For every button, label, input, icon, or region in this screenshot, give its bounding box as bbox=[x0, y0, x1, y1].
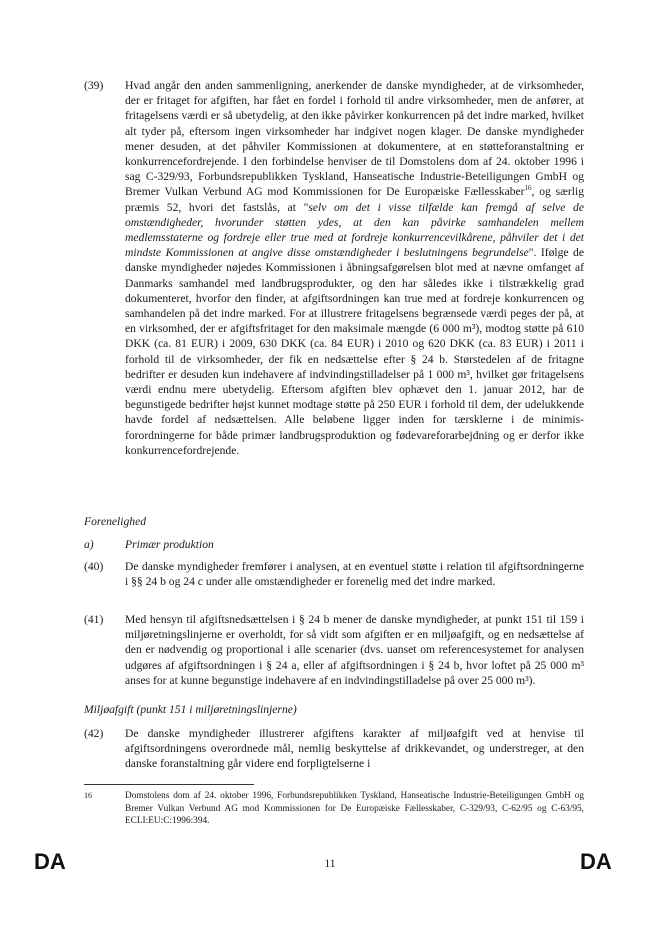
paragraph-text-part: ". Ifølge de danske myndigheder nøjedes Kommissionen i åbningsafgørelsen blot med at nævne omfanget af Danmarks samhandel med landbrugsprodukter, og den har således ikke i tilstrækkelig grad dokumenteret, hvorfor den finder, at afgiftsordningen kan true med at fordreje konkurrencen og samhandelen på det indre marked. For at illustrere fritagelsens begrænsede værdi peges der på, at en virksomhed, der er afgiftsfritaget for den maksimale mængde (6 000 m³), modtog støtte på 610 DKK (ca. 81 EUR) i 2009, 630 DKK (ca. 84 EUR) i 2010 og 620 DKK (ca. 83 EUR) i 2011 i forhold til de virksomheder, der fik en nedsættelse efter § 24 b. Størstedelen af de fritagne bedrifter er desuden kun indehavere af indvindingstilladelser på 1 000 m³, hvilket gør fritagelsens værdi endnu mere ubetydelig. Eftersom afgiften blev ophævet den 1. januar 2012, har de begunstigede bedrifter højst kunnet modtage støtte på 250 EUR i forhold til dem, der udelukkende havde fordel af nedsættelsen. Alle beløbene ligger inden for tærsklerne i de minimis-forordningerne for både primær landbrugsproduktion og fødevareforarbejdning og er derfor ikke konkurrencefordrejende. bbox=[125, 246, 584, 457]
paragraph-41 bbox=[84, 612, 584, 688]
subsection-letter: a) bbox=[84, 538, 94, 551]
paragraph-text: Med hensyn til afgiftsnedsættelsen i § 24 b mener de danske myndigheder, at punkt 151 til 159 i miljøretningslinjerne er overholdt, for så vidt som afgiften er en miljøafgift, og en nedsættelse af den er nødvendig og proportional i alle scenarier (dvs. uanset om referencesystemet for analysen udgøres af afgiftsordningen i § 24 a, eller af afgiftsordningen i § 24 b, hvor loftet på 25 000 m³ anses for at kunne begunstige indehavere af en indvindingstilladelse på over 25 000 m³). bbox=[125, 613, 584, 687]
footnote-reference[interactable]: 16 bbox=[524, 184, 532, 193]
paragraph-text-part: Hvad angår den anden sammenligning, anerkender de danske myndigheder, at de virksomheder, der er fritaget for afgiften, har fået en fordel i forhold til andre virksomheder, men de anfører, at fritagelsens værdi er så ubetydelig, at den ikke påvirker konkurrencen på det indre marked, hvilket alt tyder på, eftersom ingen virksomheder har indgivet nogen klager. De danske myndigheder mener desuden, at det påhviler Kommissionen at dokumentere, at en støtteforanstaltning er konkurrencefordrejende. I den forbindelse henviser de til Domstolens dom af 24. oktober 1996 i sag C-329/93, Forbundsrepublikken Tyskland, Hanseatische Industrie-Beteiligungen GmbH og Bremer Vulkan Verbund AG mod Kommissionen for De Europæiske Fællesskaber bbox=[125, 79, 584, 199]
quoted-text: selv om det i visse tilfælde kan fremgå af selve de omstændigheder, hvorunder støtten ydes, at den kan påvirke samhandelen mellem medlemsstaterne og fordreje eller true med at fordreje konkurrencevilkårene, påhviler det i det mindste Kommissionen at angive disse omstændigheder i beslutningens begrundelse bbox=[125, 200, 584, 260]
paragraph-42 bbox=[84, 726, 584, 772]
paragraph-40 bbox=[84, 559, 584, 589]
paragraph-text: De danske myndigheder fremfører i analysen, at en eventuel støtte i relation til afgiftsordningerne i §§ 24 b og 24 c under alle omstændigheder er forenelig med det indre marked. bbox=[125, 560, 584, 589]
subsection-title: Primær produktion bbox=[125, 538, 214, 551]
footnote-16 bbox=[84, 790, 584, 828]
language-code-right: DA bbox=[580, 849, 612, 874]
section-heading-forenelighed: Forenelighed bbox=[84, 515, 147, 528]
paragraph-39 bbox=[84, 78, 584, 458]
page-number: 11 bbox=[324, 858, 336, 870]
footnote-text: Domstolens dom af 24. oktober 1996, Forbundsrepublikken Tyskland, Hanseatische Industrie-Beteiligungen GmbH og Bremer Vulkan Verbund AG mod Kommissionen for De Europæiske Fællesskaber, C-329/93, C-62/95 og C-63/95, ECLI:EU:C:1996:394. bbox=[125, 791, 584, 827]
paragraph-number: (39) bbox=[84, 79, 104, 92]
paragraph-number: (40) bbox=[84, 560, 104, 573]
paragraph-text: De danske myndigheder illustrerer afgiftens karakter af miljøafgift ved at henvise til afgiftsordningens overordnede mål, nemlig beskyttelse af drikkevandet, og understreger, at den danske foranstaltning går videre end forpligtelserne i bbox=[125, 727, 584, 771]
paragraph-text bbox=[125, 78, 584, 458]
footnote-number: 16 bbox=[84, 791, 92, 800]
section-heading-miljoafgift: Miljøafgift (punkt 151 i miljøretningslinjerne) bbox=[84, 703, 297, 716]
footnote-divider bbox=[84, 784, 254, 785]
language-code-left: DA bbox=[34, 849, 66, 874]
paragraph-text-part: , og særlig præmis 52, hvori det fastslås, at " bbox=[125, 185, 584, 214]
paragraph-number: (41) bbox=[84, 613, 104, 626]
subsection-heading-a bbox=[84, 537, 214, 552]
paragraph-number: (42) bbox=[84, 727, 104, 740]
